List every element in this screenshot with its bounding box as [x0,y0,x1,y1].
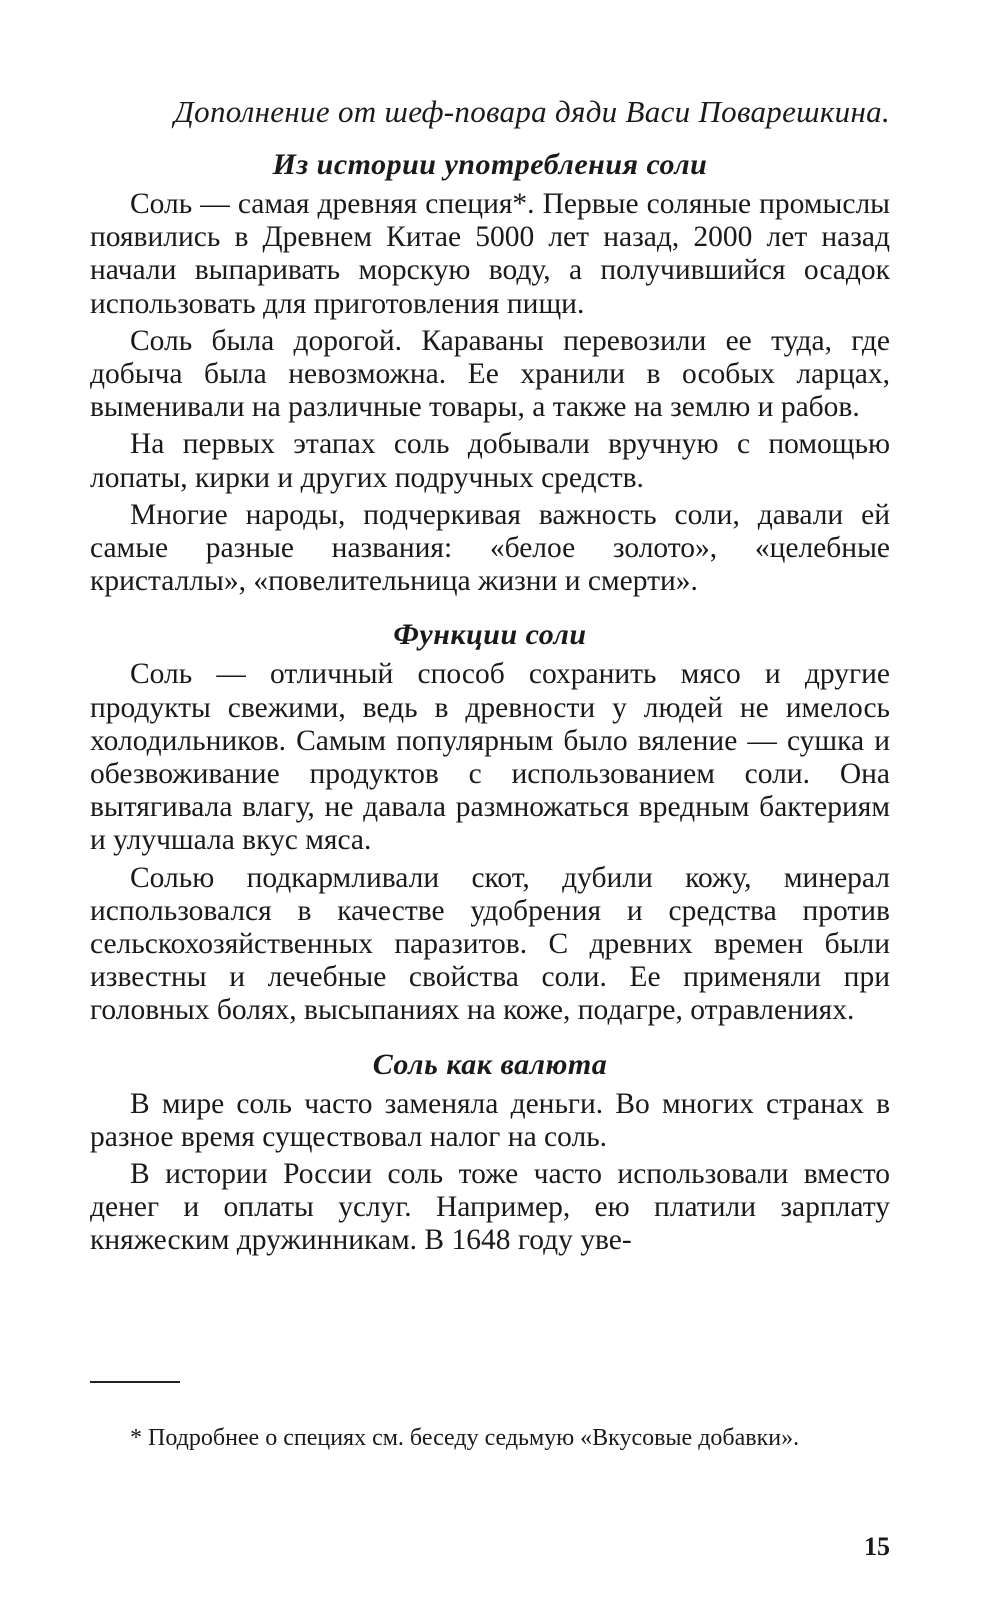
page-content [90,92,890,1262]
paragraph: Многие народы, подчеркивая важность соли, давали ей самые разные названия: «белое золото», «целебные кристаллы», «повелительница жизни и смерти». [90,498,890,598]
heading-history: Из истории употребления соли [272,148,708,181]
heading-functions: Функции соли [393,618,587,652]
heading-currency: Соль как валюта [372,1047,608,1081]
paragraph: На первых этапах соль добывали вручную с помощью лопаты, кирки и других подручных средств. [90,428,890,494]
paragraph: Соль — отличный способ сохранить мясо и другие продукты свежими, ведь в древности у людей не имелось холодильников. Самым популярным было вяление — сушка и обезвоживание продуктов с использованием соли. Она вытягивала влагу, не давала размножаться вредным бактериям и улучшала вкус мяса. [90,658,890,857]
footnote-divider [90,1381,180,1383]
paragraph: Соль — самая древняя специя*. Первые соляные промыслы появились в Древнем Китае 5000 лет назад, 2000 лет назад начали выпаривать морскую воду, а получившийся осадок использовать для приготовления пищи. [90,188,890,320]
paragraph: Соль была дорогой. Караваны перевозили ее туда, где добыча была невозможна. Ее хранили в особых ларцах, выменивали на различные товары, а также на землю и рабов. [90,324,890,424]
paragraph: В мире соль часто заменяла деньги. Во многих странах в разное время существовал налог на соль. [90,1087,890,1153]
intro-line: Дополнение от шеф-повара дяди Васи Поварешкина. [174,94,890,129]
paragraph: В истории России соль тоже часто использовали вместо денег и оплаты услуг. Например, ею платили зарплату княжеским дружинникам. В 1648 году уве- [90,1158,890,1257]
paragraph: Солью подкармливали скот, дубили кожу, минерал использовался в качестве удобрения и средства против сельскохозяйственных паразитов. С древних времен были известны и лечебные свойства соли. Ее применяли при головных болях, высыпаниях на коже, подагре, отравлениях. [90,861,890,1027]
section-functions [90,616,890,1027]
footnote: * Подробнее о специях см. беседу седьмую «Вкусовые добавки». [130,1425,800,1451]
page-number: 15 [864,1532,890,1561]
section-history [90,146,890,598]
section-currency [90,1046,890,1258]
